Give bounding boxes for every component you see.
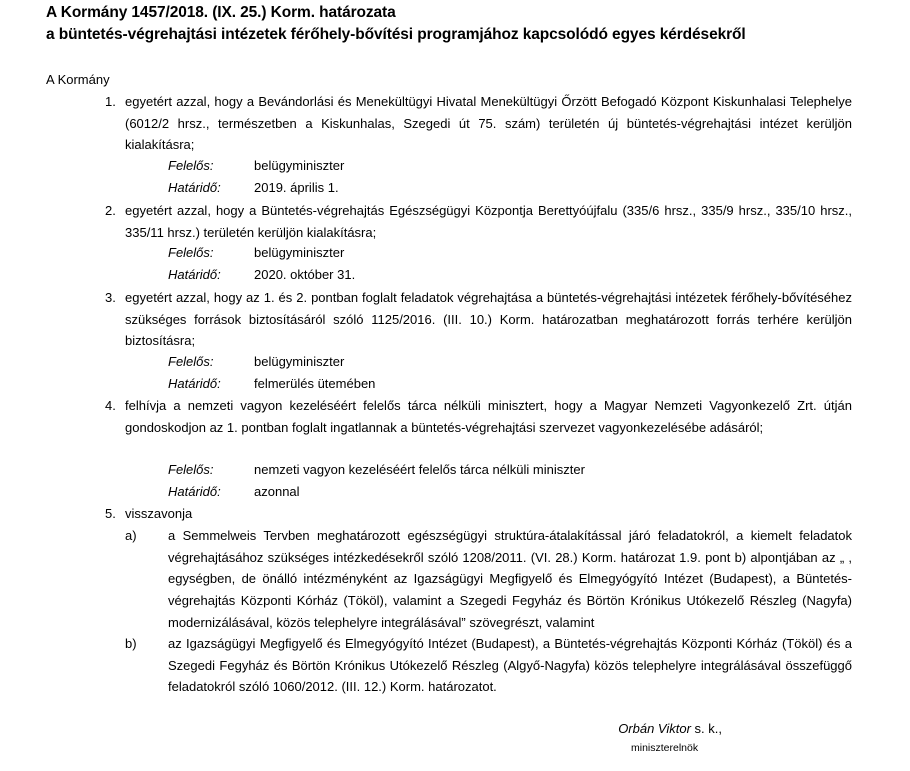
responsible-label: Felelős: <box>168 158 214 173</box>
signature-suffix: s. k., <box>690 721 722 736</box>
deadline-label: Határidő: <box>168 180 221 195</box>
responsible-value: belügyminiszter <box>254 354 345 369</box>
item-text: visszavonja <box>125 506 193 521</box>
item-text: felhívja a nemzeti vagyon kezeléséért felelős tárca nélküli minisztert, hogy a Magyar Nemzeti Vagyonkezelő Zrt. útján gondoskodjon az 1. pontban foglalt ingatlannak a büntetés-végrehajtási szervezet vagyonkezelésébe adásáról; <box>125 398 852 435</box>
signature <box>618 719 722 739</box>
deadline-value: azonnal <box>254 484 300 499</box>
responsible-label: Felelős: <box>168 462 214 477</box>
responsible-row <box>168 351 344 373</box>
responsible-label: Felelős: <box>168 245 214 260</box>
deadline-label: Határidő: <box>168 267 221 282</box>
item-number: 2. <box>105 203 116 218</box>
document-title <box>46 2 746 46</box>
responsible-value: belügyminiszter <box>254 158 345 173</box>
title-line-2: a büntetés-végrehajtási intézetek férőhely-bővítési programjához kapcsolódó egyes kérdésekről <box>46 26 746 43</box>
deadline-row <box>168 177 339 199</box>
deadline-value: felmerülés ütemében <box>254 376 376 391</box>
item-number: 1. <box>105 94 116 109</box>
responsible-value: belügyminiszter <box>254 245 345 260</box>
deadline-value: 2020. október 31. <box>254 267 356 282</box>
sub-item-text: az Igazságügyi Megfigyelő és Elmegyógyító Intézet (Budapest), a Büntetés-végrehajtás Központi Kórház (Tököl) és a Szegedi Fegyház és Börtön Krónikus Utókezelő Részleg (Algyő-Nagyfa) közös telephelyre integrálásával összefüggő feladatokról szóló 1060/2012. (III. 12.) Korm. határozatot. <box>168 636 852 695</box>
deadline-label: Határidő: <box>168 484 221 499</box>
item-text: egyetért azzal, hogy a Büntetés-végrehajtás Egészségügyi Központja Berettyóújfalu (335/6 hrsz., 335/9 hrsz., 335/10 hrsz., 335/11 hrsz.) területén kerüljön kialakításra; <box>125 203 852 240</box>
signatory-role: miniszterelnök <box>631 742 699 754</box>
responsible-label: Felelős: <box>168 354 214 369</box>
item-text: egyetért azzal, hogy a Bevándorlási és Menekültügyi Hivatal Menekültügyi Őrzött Befogadó Központ Kiskunhalasi Telephelye (6012/2 hrsz., természetben a Kiskunhalas, Szegedi út 75. szám) területén új büntetés-végrehajtási intézet kerüljön kialakításra; <box>125 94 852 153</box>
item-number: 3. <box>105 290 116 305</box>
item-text: egyetért azzal, hogy az 1. és 2. pontban foglalt feladatok végrehajtása a büntetés-végrehajtási intézetek férőhely-bővítéséhez szükséges források biztosításáról szóló 1125/2016. (III. 10.) Korm. határozatban meghatározott forrás terhére kerüljön biztosításra; <box>125 290 852 349</box>
deadline-row <box>168 481 300 503</box>
item-number: 5. <box>105 506 116 521</box>
deadline-label: Határidő: <box>168 376 221 391</box>
sub-item-letter: b) <box>125 636 137 651</box>
responsible-value: nemzeti vagyon kezeléséért felelős tárca nélküli miniszter <box>254 462 585 477</box>
signatory-name: Orbán Viktor <box>618 721 691 736</box>
sub-item-text: a Semmelweis Tervben meghatározott egészségügyi struktúra-átalakítással járó feladatokról, a kiemelt feladatok végrehajtásához szükséges intézkedésekről szóló 1208/2011. (VI. 28.) Korm. határozat 1.9. pont b) alpontjában az „ , egységben, de önálló intézményként az Igazságügyi Megfigyelő és Elmegyógyító Intézet (Budapest), a Büntetés-végrehajtás Központi Kórház (Tököl), valamint a Szegedi Fegyház és Börtön Krónikus Utókezelő Részleg (Nagyfa) modernizálásával, közös telephelyre integrálásával” szövegrészt, valamint <box>168 528 852 630</box>
sub-item-letter: a) <box>125 528 137 543</box>
responsible-row <box>168 459 585 481</box>
item-number: 4. <box>105 398 116 413</box>
deadline-value: 2019. április 1. <box>254 180 339 195</box>
responsible-row <box>168 242 344 264</box>
deadline-row <box>168 264 355 286</box>
title-line-1: A Kormány 1457/2018. (IX. 25.) Korm. határozata <box>46 4 396 21</box>
responsible-row <box>168 155 344 177</box>
deadline-row <box>168 373 375 395</box>
intro-text: A Kormány <box>46 72 110 87</box>
